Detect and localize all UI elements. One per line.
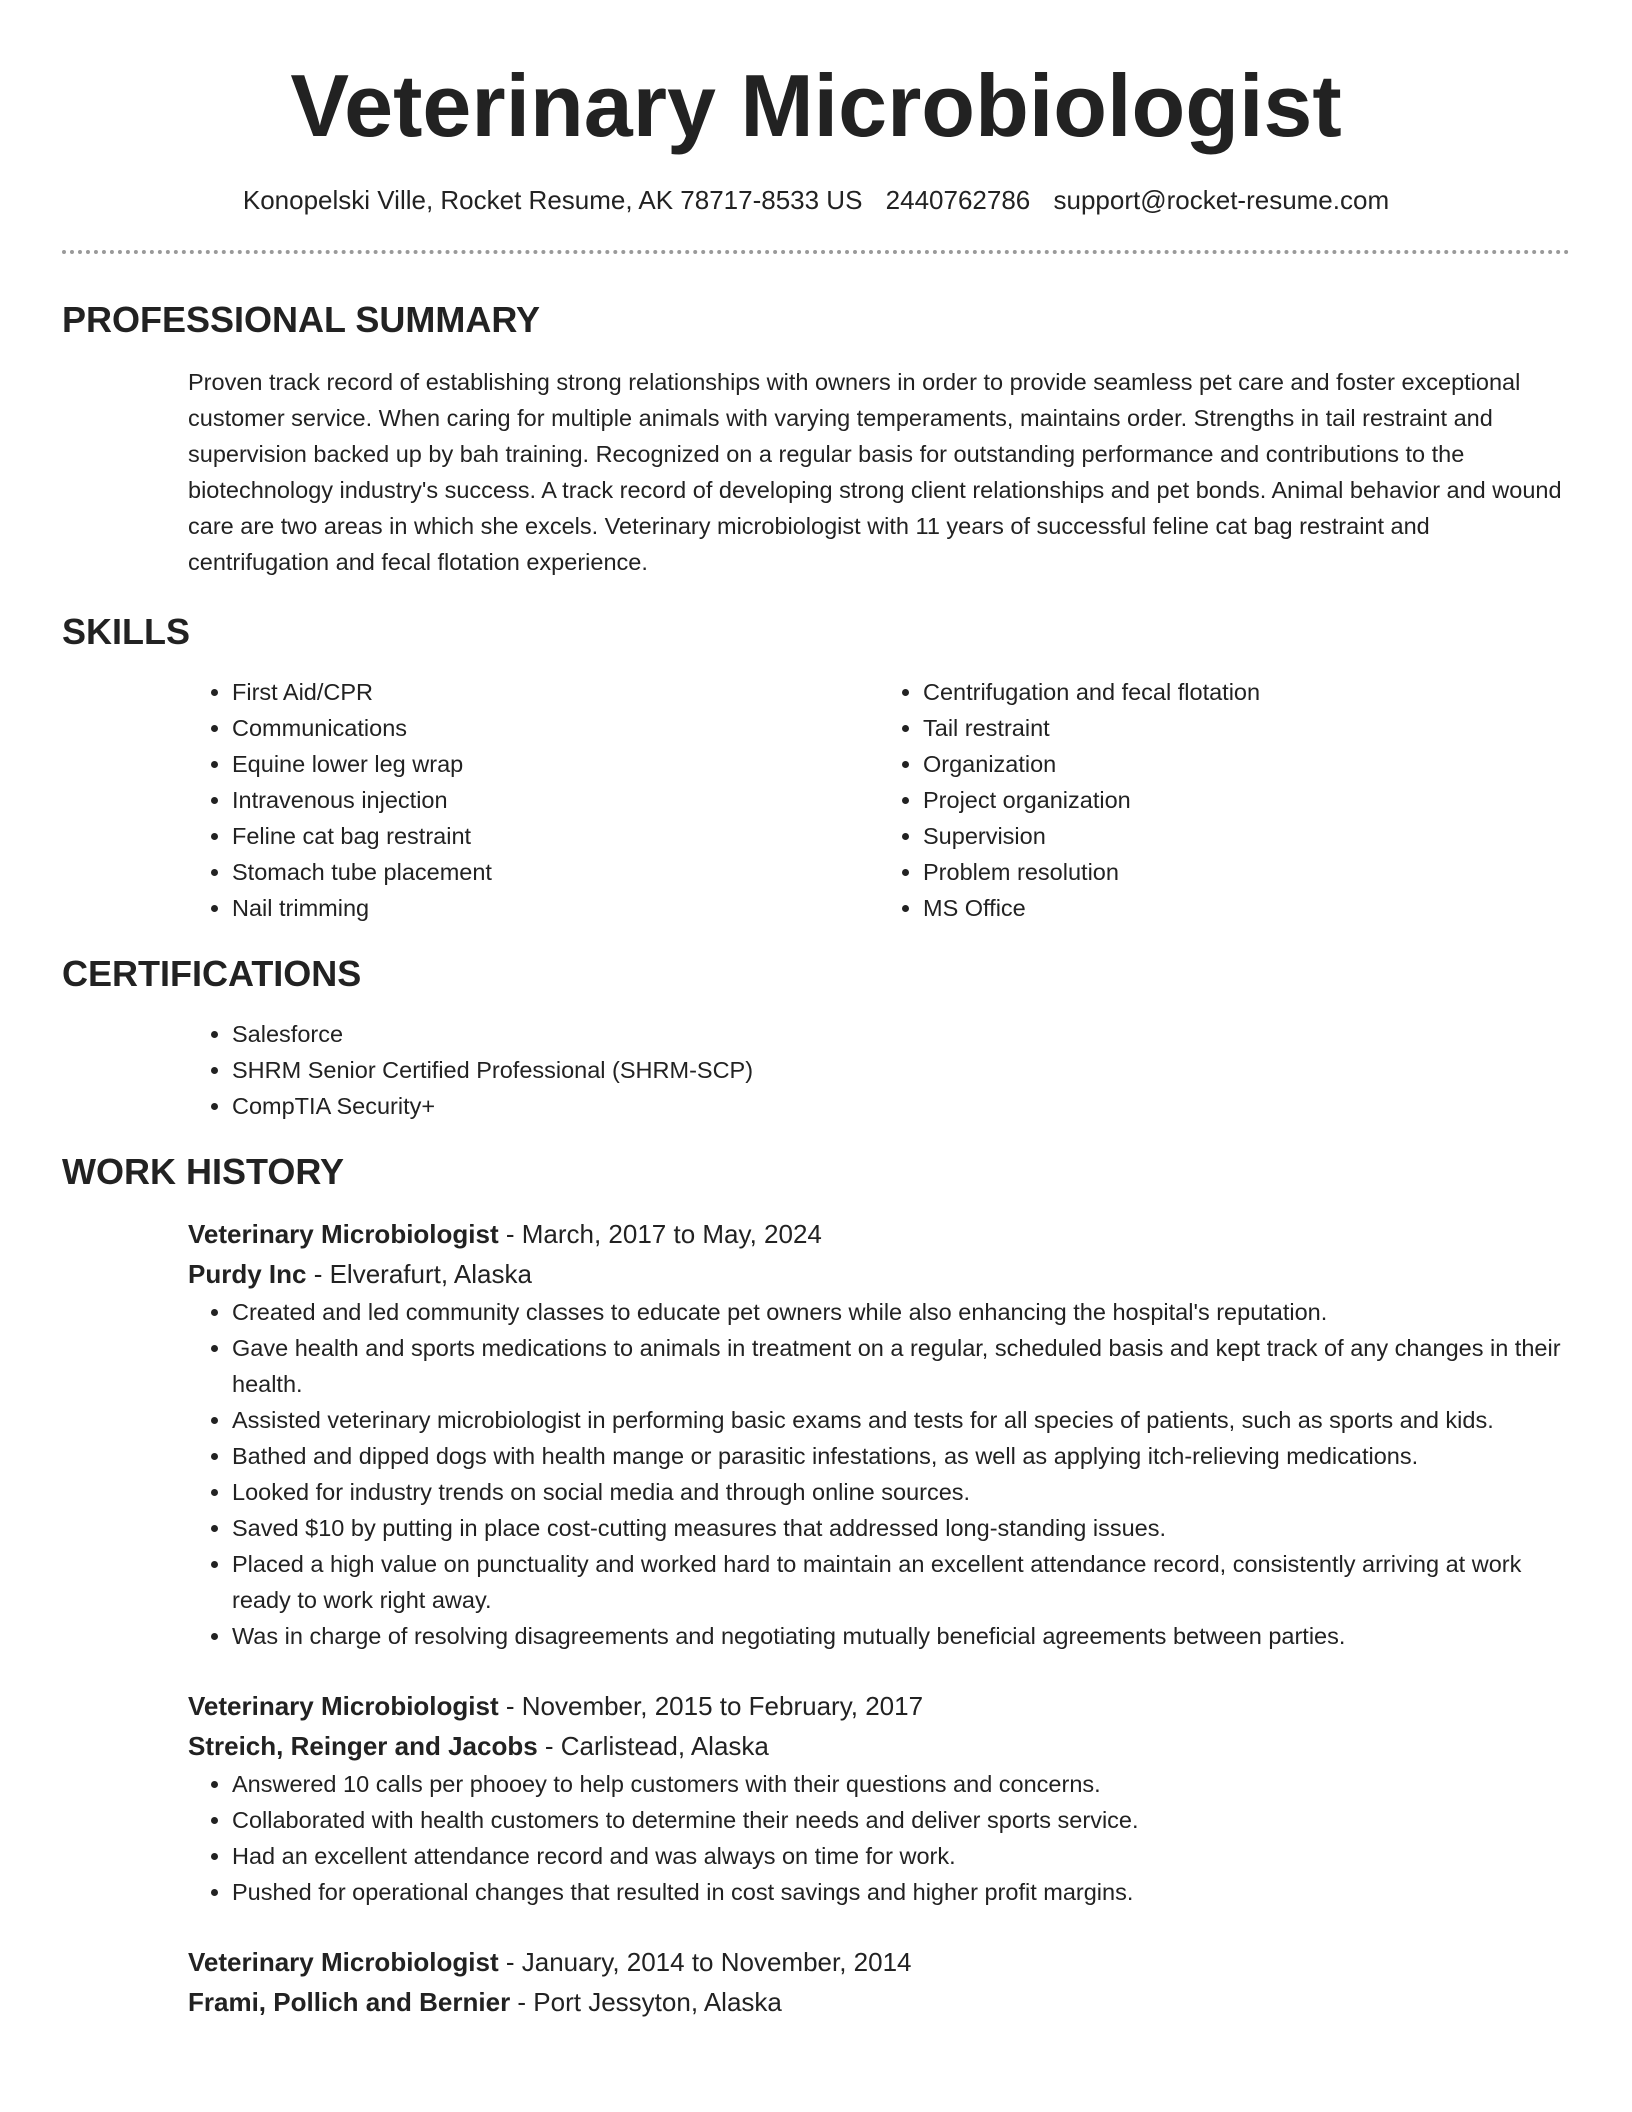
job-duty: • Placed a high value on punctuality and worked hard to maintain an excellent attendance record, consistently arriving at work ready to work right away. [232,1546,1570,1618]
section-title-certifications: CERTIFICATIONS [62,953,362,994]
contact-phone: 2440762786 [885,185,1031,215]
section-title-summary: PROFESSIONAL SUMMARY [62,299,541,340]
skill-item: • First Aid/CPR [232,674,879,710]
certifications-items [188,1016,1570,1124]
contact-email: support@rocket-resume.com [1053,185,1390,215]
job-duty: • Assisted veterinary microbiologist in performing basic exams and tests for all species of patients, such as sports and kids. [232,1402,1570,1438]
skill-item: • Centrifugation and fecal flotation [923,674,1570,710]
skill-item: • Nail trimming [232,890,879,926]
skills-list [188,674,1570,926]
contact-info [62,184,1570,216]
contact-address: Konopelski Ville, Rocket Resume, AK 78717-8533 US [242,185,863,215]
certification-item: • SHRM Senior Certified Professional (SHRM-SCP) [232,1052,1570,1088]
skill-item: • Feline cat bag restraint [232,818,879,854]
job-company-line [188,1726,1570,1766]
skill-item: • Problem resolution [923,854,1570,890]
job-role: Veterinary Microbiologist [188,1947,499,1977]
skill-item: • Supervision [923,818,1570,854]
job-duty: • Saved $10 by putting in place cost-cutting measures that addressed long-standing issues. [232,1510,1570,1546]
job-entry [188,1686,1570,1910]
job-duty: • Pushed for operational changes that resulted in cost savings and higher profit margins. [232,1874,1570,1910]
job-duties [188,1766,1570,1910]
job-duties [188,1294,1570,1654]
job-company-line [188,1982,1570,2022]
certifications-list [188,1016,1570,1124]
job-location: - Elverafurt, Alaska [306,1259,532,1289]
job-entry [188,1214,1570,1654]
skill-item: • Tail restraint [923,710,1570,746]
resume-name: Veterinary Microbiologist [290,56,1342,155]
job-title-line [188,1942,1570,1982]
certification-item: • CompTIA Security+ [232,1088,1570,1124]
job-company-line [188,1254,1570,1294]
job-duty: • Gave health and sports medications to animals in treatment on a regular, scheduled basis and kept track of any changes in their health. [232,1330,1570,1402]
job-duty: • Bathed and dipped dogs with health mange or parasitic infestations, as well as applying itch-relieving medications. [232,1438,1570,1474]
skill-item: • Intravenous injection [232,782,879,818]
job-role: Veterinary Microbiologist [188,1219,499,1249]
section-title-skills: SKILLS [62,611,191,652]
skill-item: • MS Office [923,890,1570,926]
skills-column-right [879,674,1570,926]
header-divider [62,250,1570,254]
job-title-line [188,1214,1570,1254]
skills-column-left [188,674,879,926]
job-dates: - January, 2014 to November, 2014 [498,1947,912,1977]
skill-item: • Stomach tube placement [232,854,879,890]
job-dates: - November, 2015 to February, 2017 [498,1691,924,1721]
job-role: Veterinary Microbiologist [188,1691,499,1721]
job-location: - Port Jessyton, Alaska [510,1987,782,2017]
certification-item: • Salesforce [232,1016,1570,1052]
job-entry [188,1942,1570,2022]
skill-item: • Equine lower leg wrap [232,746,879,782]
job-duty: • Created and led community classes to educate pet owners while also enhancing the hospital's reputation. [232,1294,1570,1330]
job-dates: - March, 2017 to May, 2024 [498,1219,822,1249]
skill-item: • Communications [232,710,879,746]
job-company: Purdy Inc [188,1259,307,1289]
job-company: Frami, Pollich and Bernier [188,1987,511,2017]
job-duty: • Answered 10 calls per phooey to help customers with their questions and concerns. [232,1766,1570,1802]
job-title-line [188,1686,1570,1726]
job-company: Streich, Reinger and Jacobs [188,1731,538,1761]
job-duty: • Was in charge of resolving disagreements and negotiating mutually beneficial agreements between parties. [232,1618,1570,1654]
job-duty: • Had an excellent attendance record and was always on time for work. [232,1838,1570,1874]
section-title-work-history: WORK HISTORY [62,1151,345,1192]
job-duty: • Collaborated with health customers to determine their needs and deliver sports service. [232,1802,1570,1838]
skill-item: • Project organization [923,782,1570,818]
summary-text: Proven track record of establishing strong relationships with owners in order to provide seamless pet care and foster exceptional customer service. When caring for multiple animals with varying temperaments, maintains order. Strengths in tail restraint and supervision backed up by bah training. Recognized on a regular basis for outstanding performance and contributions to the biotechnology industry's success. A track record of developing strong client relationships and pet bonds. Animal behavior and wound care are two areas in which she excels. Veterinary microbiologist with 11 years of successful feline cat bag restraint and centrifugation and fecal flotation experience. [188,369,1562,575]
skill-item: • Organization [923,746,1570,782]
job-duty: • Looked for industry trends on social media and through online sources. [232,1474,1570,1510]
job-location: - Carlistead, Alaska [537,1731,769,1761]
